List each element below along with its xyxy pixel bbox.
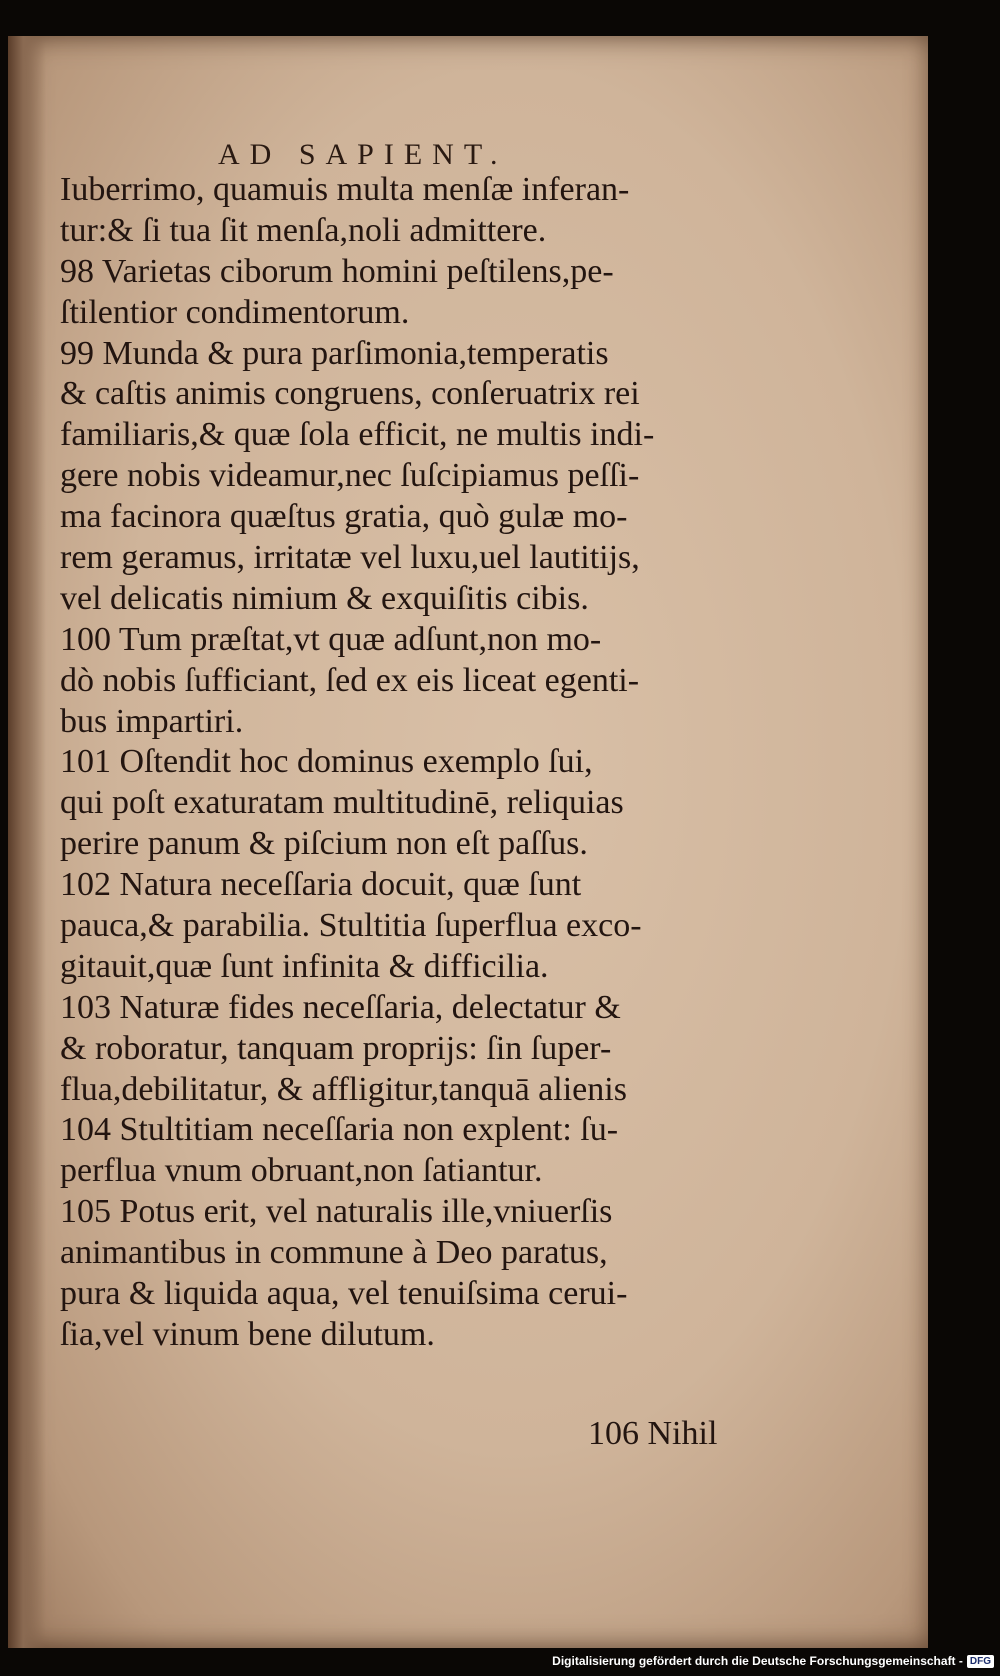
text-line: 98 Varietas ciborum homini peſtilens,pe- [60, 252, 614, 290]
text-line: 104 Stultitiam neceſſaria non explent: ſu- [60, 1111, 619, 1149]
text-line: 102 Natura neceſſaria docuit, quæ ſunt [60, 866, 582, 904]
text-line: pura & liquida aqua, vel tenuiſsima cerui- [60, 1275, 628, 1313]
text-line: animantibus in commune à Deo paratus, [60, 1234, 608, 1272]
text-line: gere nobis videamur,nec ſuſcipiamus peſſi- [60, 457, 640, 495]
text-line: ſtilentior condimentorum. [60, 293, 410, 331]
text-line: ſia,vel vinum bene dilutum. [60, 1315, 435, 1353]
text-line: perflua vnum obruant,non ſatiantur. [60, 1152, 543, 1190]
text-line: flua,debilitatur, & affligitur,tanquā alienis [60, 1070, 627, 1108]
text-line: & caſtis animis congruens, conſeruatrix rei [60, 375, 640, 413]
page-gutter-shadow [8, 36, 46, 1648]
text-line: rem geramus, irritatæ vel luxu,uel lautitijs, [60, 539, 640, 577]
text-line: bus impartiri. [60, 702, 244, 740]
running-header: AD SAPIENT. [218, 138, 508, 171]
text-line: dò nobis ſufficiant, ſed ex eis liceat egenti- [60, 661, 640, 699]
text-line: perire panum & piſcium non eſt paſſus. [60, 825, 588, 863]
text-line: vel delicatis nimium & exquiſitis cibis. [60, 579, 589, 617]
text-line: 103 Naturæ fides neceſſaria, delectatur & [60, 988, 621, 1026]
catchword: 106 Nihil [588, 1415, 718, 1452]
body-text [60, 170, 760, 1356]
text-line: pauca,& parabilia. Stultitia ſuperflua exco- [60, 907, 642, 945]
text-line: & roboratur, tanquam proprijs: ſin ſuper- [60, 1029, 612, 1067]
digitization-credit [552, 1650, 994, 1672]
text-line: gitauit,quæ ſunt infinita & difficilia. [60, 947, 549, 985]
text-line: 100 Tum præſtat,vt quæ adſunt,non mo- [60, 620, 602, 658]
dfg-logo: DFG [967, 1655, 994, 1668]
text-line: tur:& ſi tua ſit menſa,noli admittere. [60, 211, 547, 249]
text-line: ma facinora quæſtus gratia, quò gulæ mo- [60, 498, 628, 536]
text-line: familiaris,& quæ ſola efficit, ne multis indi- [60, 416, 655, 454]
text-line: 101 Oſtendit hoc dominus exemplo ſui, [60, 743, 593, 781]
text-line: 105 Potus erit, vel naturalis ille,vniuerſis [60, 1193, 613, 1231]
credit-text: Digitalisierung gefördert durch die Deutsche Forschungsgemeinschaft - [552, 1654, 963, 1668]
text-line: Iuberrimo, quamuis multa menſæ inferan- [60, 171, 630, 208]
text-line: qui poſt exaturatam multitudinē, reliquias [60, 784, 624, 822]
text-line: 99 Munda & pura parſimonia,temperatis [60, 334, 609, 372]
